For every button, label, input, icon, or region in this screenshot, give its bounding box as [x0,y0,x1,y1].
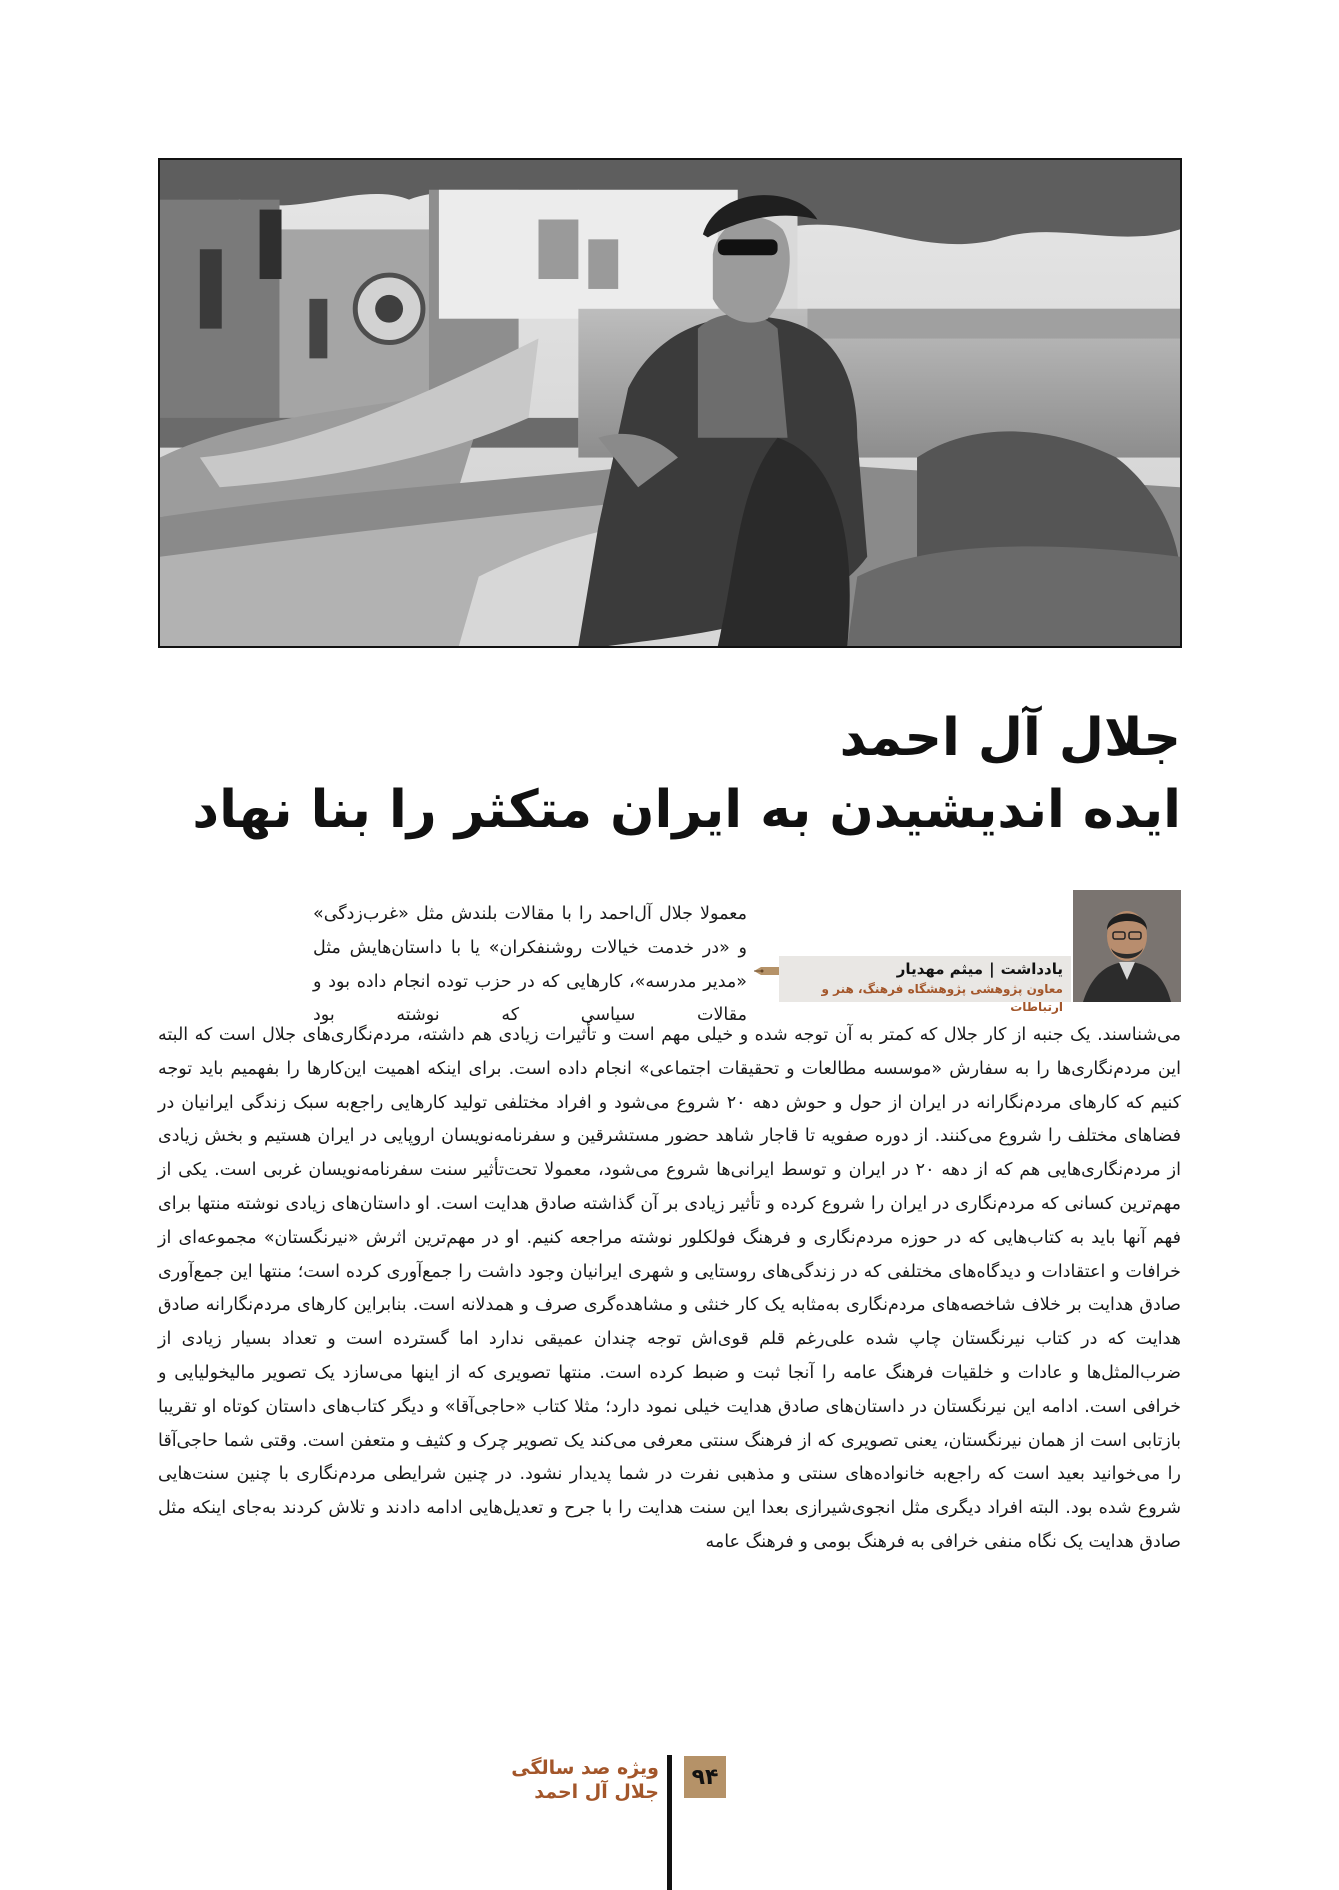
byline-separator: | [989,960,995,978]
issue-label-line1: ویژه صد سالگی [511,1757,659,1779]
photo-illustration [160,160,1180,646]
author-byline [779,956,1071,1014]
body-paragraph: می‌شناسند. یک جنبه از کار جلال که کمتر به آن توجه شده و خیلی مهم است و تأثیرات زیادی هم داشته، مردم‌نگاری‌های جلال است که البته این مردم‌نگاری‌ها را به سفارش «موسسه مطالعات و تحقیقات اجتماعی» انجام داده است. برای اینکه اهمیت این‌کارها را بفهمیم باید توجه کنیم که کارهای مردم‌نگارانه در ایران از حول و حوش دهه ۲۰ شروع می‌شود و افراد مختلفی تولید کارهایی راجع‌به سبک زندگی ایرانیان در فضاهای مختلف را شروع می‌کنند. از دوره صفویه تا قاجار شاهد حضور مستشرقین و سفرنامه‌نویسان اروپایی در ایران هستیم و بخش زیادی از مردم‌نگاری‌هایی هم که از دهه ۲۰ در ایران و توسط ایرانی‌ها شروع می‌شود، معمولا تحت‌تأثیر سنت سفرنامه‌نویسان غربی است. یکی از مهم‌ترین کسانی که مردم‌نگاری در ایران را شروع کرده و تأثیر زیادی بر آن گذاشته صادق هدایت است. او داستان‌های زیادی نوشته منتها برای فهم آنها باید به کتاب‌هایی که در حوزه مردم‌نگاری و فرهنگ فولکلور نوشته مراجعه کنیم. او در مهم‌ترین اثرش «نیرنگستان» مجموعه‌ای از خرافات و اعتقادات و دیدگاه‌های مختلفی که در زندگی‌های روستایی و شهری ایرانیان وجود داشت را جمع‌آوری کرده است؛ منتها این جمع‌آوری صادق هدایت بر خلاف شاخصه‌های مردم‌نگاری به‌مثابه یک کار خنثی و مشاهده‌گری صرف و همدلانه است. بنابراین کارهای مردم‌نگارانه صادق هدایت که در کتاب نیرنگستان چاپ شده علی‌رغم قلم قوی‌اش توجه چندان عمیقی ندارد اما گسترده است و تعداد بسیار زیادی از ضرب‌المثل‌ها و عادات و خلقیات فرهنگ عامه را آنجا ثبت و ضبط کرده است. منتها تصویری که از اینها می‌سازد یک تصویر مالیخولیایی و خرافی است. ادامه این نیرنگستان در داستان‌های صادق هدایت خیلی نمود دارد؛ مثلا کتاب «حاجی‌آقا» و دیگر کتاب‌های داستان کوتاه او تقریبا بازتابی است از همان نیرنگستان، یعنی تصویری که از فرهنگ سنتی معرفی می‌کند یک تصویر چرک و کثیف و متعفن است. وقتی شما حاجی‌آقا را می‌خوانید بعید است که راجع‌به خانواده‌های سنتی و مذهبی نفرت در شما پدیدار نشود. در چنین شرایطی مردم‌نگاری با چنین سنت‌هایی شروع شده بود. البته افراد دیگری مثل انجوی‌شیرازی بعدا این سنت هدایت را با جرح و تعدیل‌هایی ادامه دادند و تلاش کردند به‌جای اینکه مثل صادق هدایت یک نگاه منفی خرافی به فرهنگ بومی و فرهنگ عامه [158,1025,1182,1552]
intro-paragraph: معمولا جلال آل‌احمد را با مقالات بلندش مثل «غرب‌زدگی» و «در خدمت خیالات روشنفکران» یا با داستان‌هایش مثل «مدیر مدرسه»، کارهایی که در حزب توده انجام داده بود و مقالات سیاسی که نوشته بود [313,904,747,1026]
author-line [779,958,1063,980]
article-title-line1: جلال آل احمد [839,708,1181,768]
page-number: ۹۴ [684,1756,726,1798]
article-title-line2: ایده اندیشیدن به ایران متکثر را بنا نهاد [192,780,1181,840]
byline-category: یادداشت [1000,960,1063,978]
author-name: میثم مهدیار [896,960,984,978]
footer-divider [667,1755,672,1890]
issue-label [511,1756,659,1804]
pen-nib-icon [753,964,779,978]
issue-label-line2: جلال آل احمد [534,1781,659,1803]
author-position: معاون پژوهشی پژوهشگاه فرهنگ، هنر و ارتباطات [821,982,1063,1014]
article-photo [158,158,1182,648]
author-avatar [1073,890,1181,1002]
